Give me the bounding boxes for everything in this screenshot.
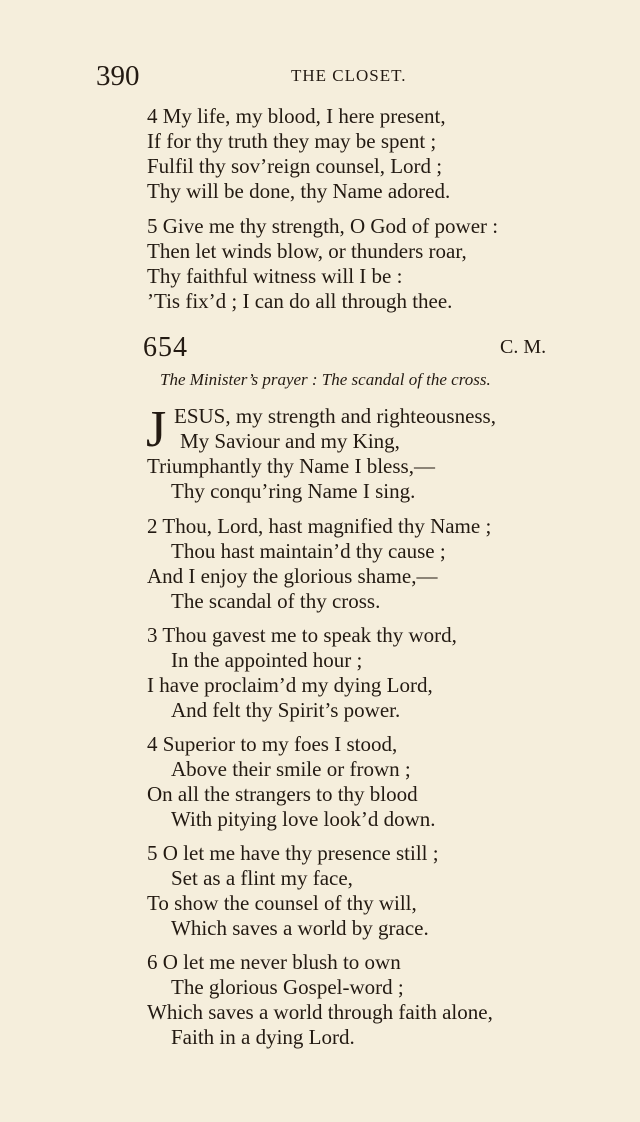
verse-line: Then let winds blow, or thunders roar,	[147, 239, 467, 263]
verse-line: Which saves a world through faith alone,	[147, 1000, 493, 1024]
verse-line: ESUS, my strength and righteousness,	[174, 404, 496, 428]
verse-line: On all the strangers to thy blood	[147, 782, 418, 806]
page-header	[96, 60, 596, 96]
verse-line: Thou hast maintain’d thy cause ;	[171, 539, 446, 563]
drop-cap: J	[146, 401, 167, 458]
verse-line: Fulfil thy sov’reign counsel, Lord ;	[147, 154, 443, 178]
verse-line: Triumphantly thy Name I bless,—	[147, 454, 435, 478]
verse-line: 4 My life, my blood, I here present,	[147, 104, 446, 128]
verse-line: And I enjoy the glorious shame,—	[147, 564, 438, 588]
verse-line: In the appointed hour ;	[171, 648, 363, 672]
verse-line: Thy conqu’ring Name I sing.	[171, 479, 416, 503]
hymn-number: 654	[143, 332, 188, 363]
verse-line: Thy will be done, thy Name adored.	[147, 179, 451, 203]
verse-line: 3 Thou gavest me to speak thy word,	[147, 623, 457, 647]
verse-line: And felt thy Spirit’s power.	[171, 698, 401, 722]
verse-line: My Saviour and my King,	[180, 429, 400, 453]
verse-line: 5 Give me thy strength, O God of power :	[147, 214, 499, 238]
verse-line: Thy faithful witness will I be :	[147, 264, 403, 288]
verse-line: 2 Thou, Lord, hast magnified thy Name ;	[147, 514, 492, 538]
hymn-subtitle: The Minister’s prayer : The scandal of the cross.	[160, 370, 491, 389]
verse-line: With pitying love look’d down.	[171, 807, 436, 831]
running-head: THE CLOSET.	[291, 66, 407, 85]
verse-line: Which saves a world by grace.	[171, 916, 429, 940]
hymn-meter: C. M.	[500, 336, 547, 358]
page-number: 390	[96, 60, 140, 92]
verse-line: The scandal of thy cross.	[171, 589, 381, 613]
verse-line: The glorious Gospel-word ;	[171, 975, 404, 999]
verse-line: Faith in a dying Lord.	[171, 1025, 355, 1049]
verse-line: 4 Superior to my foes I stood,	[147, 732, 398, 756]
verse-line: ’Tis fix’d ; I can do all through thee.	[147, 289, 453, 313]
verse-line: Set as a flint my face,	[171, 866, 353, 890]
verse-line: 6 O let me never blush to own	[147, 950, 401, 974]
verse-line: To show the counsel of thy will,	[147, 891, 417, 915]
verse-line: 5 O let me have thy presence still ;	[147, 841, 439, 865]
verse-line: If for thy truth they may be spent ;	[147, 129, 437, 153]
verse-line: Above their smile or frown ;	[171, 757, 411, 781]
verse-line: I have proclaim’d my dying Lord,	[147, 673, 433, 697]
